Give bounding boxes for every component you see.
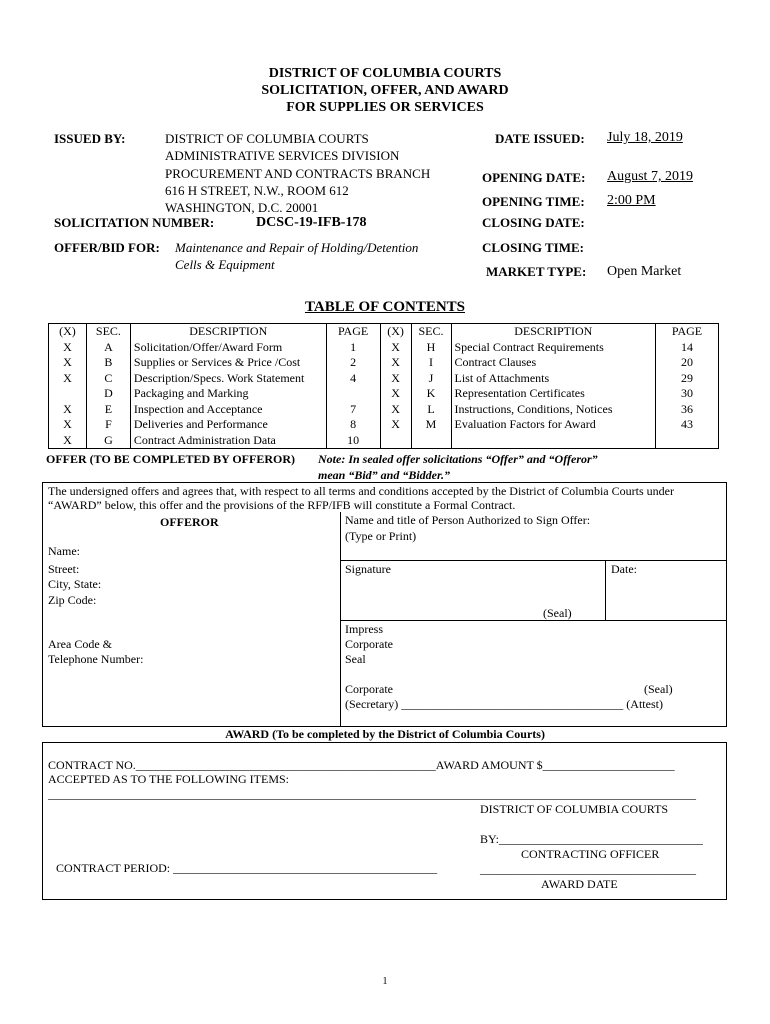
- name-title-label-1: Name and title of Person Authorized to Sign Offer:: [345, 513, 591, 527]
- toc-page-cell: [656, 433, 719, 449]
- toc-page-cell: 2: [326, 355, 380, 371]
- toc-header-cell: DESCRIPTION: [451, 324, 656, 340]
- toc-page-cell: 1: [326, 340, 380, 356]
- issued-by-address: [165, 130, 430, 216]
- toc-x-cell: X: [49, 417, 87, 433]
- toc-description-cell: List of Attachments: [451, 371, 656, 387]
- toc-page-cell: 36: [656, 402, 719, 418]
- header-line-3: FOR SUPPLIES OR SERVICES: [286, 100, 484, 115]
- telephone-label: Telephone Number:: [48, 652, 144, 666]
- toc-description-cell: Contract Administration Data: [130, 433, 326, 449]
- accepted-items-line: ACCEPTED AS TO THE FOLLOWING ITEMS:: [48, 772, 290, 786]
- opening-date-label: OPENING DATE:: [482, 170, 586, 185]
- table-row: [49, 355, 719, 371]
- table-row: [49, 417, 719, 433]
- toc-page-cell: 30: [656, 386, 719, 402]
- offer-date-divider: [605, 560, 606, 620]
- header-line-2: SOLICITATION, OFFER, AND AWARD: [261, 83, 509, 98]
- secretary-line: (Secretary) _____________________________________ (Attest): [345, 697, 663, 711]
- dc-courts-label: DISTRICT OF COLUMBIA COURTS: [480, 802, 669, 816]
- toc-section-cell: C: [86, 371, 130, 387]
- toc-header-cell: PAGE: [656, 324, 719, 340]
- toc-header-row: [49, 324, 719, 340]
- impress-label: Impress: [345, 622, 383, 636]
- signature-label: Signature: [345, 562, 391, 576]
- table-row: [49, 340, 719, 356]
- corporate-line: Corporate: [345, 682, 393, 696]
- market-type-label: MARKET TYPE:: [486, 264, 587, 279]
- offer-bid-label: OFFER/BID FOR:: [54, 240, 160, 255]
- toc-x-cell: [49, 386, 87, 402]
- seal-label: (Seal): [543, 606, 572, 620]
- offer-intro-line-2: “AWARD” below, this offer and the provisions of the RFP/IFB will constitute a Formal Contract.: [48, 498, 516, 512]
- toc-description-cell: Representation Certificates: [451, 386, 656, 402]
- table-row: [49, 386, 719, 402]
- header-line-1: DISTRICT OF COLUMBIA COURTS: [268, 66, 502, 81]
- toc-description-cell: Instructions, Conditions, Notices: [451, 402, 656, 418]
- solicitation-number-value: DCSC-19-IFB-178: [256, 215, 367, 230]
- date-issued-label: DATE ISSUED:: [495, 131, 585, 146]
- issued-by-line: PROCUREMENT AND CONTRACTS BRANCH: [165, 165, 431, 181]
- toc-x-cell: X: [49, 340, 87, 356]
- closing-date-label: CLOSING DATE:: [482, 215, 585, 230]
- toc-section-cell: F: [86, 417, 130, 433]
- toc-description-cell: Packaging and Marking: [130, 386, 326, 402]
- toc-page-cell: 7: [326, 402, 380, 418]
- offer-bid-line-2: Cells & Equipment: [175, 257, 275, 272]
- issued-by-line: DISTRICT OF COLUMBIA COURTS: [165, 131, 369, 146]
- toc-section-cell: D: [86, 386, 130, 402]
- toc-header-cell: SEC.: [411, 324, 451, 340]
- toc-section-cell: H: [411, 340, 451, 356]
- table-row: [49, 371, 719, 387]
- closing-time-label: CLOSING TIME:: [482, 240, 584, 255]
- offeror-label: OFFEROR: [160, 515, 219, 529]
- table-row: [49, 433, 719, 449]
- offer-divider: [340, 560, 727, 561]
- toc-description-cell: Special Contract Requirements: [451, 340, 656, 356]
- corporate-seal-label: (Seal): [644, 682, 673, 696]
- toc-description-cell: Contract Clauses: [451, 355, 656, 371]
- toc-x-cell: X: [380, 402, 411, 418]
- items-blank-line: ____________________________________________________________________________________________________________: [48, 787, 696, 801]
- toc-x-cell: X: [49, 433, 87, 449]
- toc-section-cell: L: [411, 402, 451, 418]
- toc-header-cell: PAGE: [326, 324, 380, 340]
- offer-intro-line-1: The undersigned offers and agrees that, with respect to all terms and conditions accepted by the District of Columbia Courts under: [48, 484, 674, 498]
- zip-code-label: Zip Code:: [48, 593, 97, 607]
- seal-word: Seal: [345, 652, 366, 666]
- toc-section-cell: I: [411, 355, 451, 371]
- toc-description-cell: Supplies or Services & Price /Cost: [130, 355, 326, 371]
- toc-description-cell: [451, 433, 656, 449]
- toc-x-cell: X: [380, 371, 411, 387]
- corporate-label: Corporate: [345, 637, 393, 651]
- toc-x-cell: X: [380, 355, 411, 371]
- toc-x-cell: X: [49, 355, 87, 371]
- offer-divider: [340, 620, 727, 621]
- opening-time-label: OPENING TIME:: [482, 194, 585, 209]
- toc-page-cell: 43: [656, 417, 719, 433]
- toc-section-cell: M: [411, 417, 451, 433]
- toc-section-cell: [411, 433, 451, 449]
- toc-section-cell: K: [411, 386, 451, 402]
- by-line: BY:__________________________________: [480, 832, 703, 846]
- issued-by-line: WASHINGTON, D.C. 20001: [165, 200, 319, 216]
- page-number: 1: [382, 976, 388, 987]
- contract-period-line: CONTRACT PERIOD: ____________________________________________: [56, 861, 438, 875]
- toc-description-cell: Description/Specs. Work Statement: [130, 371, 326, 387]
- toc-title: TABLE OF CONTENTS: [304, 299, 466, 315]
- toc-section-cell: J: [411, 371, 451, 387]
- toc-page-cell: 20: [656, 355, 719, 371]
- toc-page-cell: 4: [326, 371, 380, 387]
- toc-x-cell: X: [49, 371, 87, 387]
- toc-header-cell: (X): [49, 324, 87, 340]
- offer-heading: OFFER (TO BE COMPLETED BY OFFEROR): [46, 452, 296, 466]
- toc-description-cell: Solicitation/Offer/Award Form: [130, 340, 326, 356]
- toc-page-cell: 14: [656, 340, 719, 356]
- award-heading: AWARD (To be completed by the District of Columbia Courts): [225, 727, 545, 741]
- name-title-label-2: (Type or Print): [345, 529, 417, 543]
- toc-description-cell: Inspection and Acceptance: [130, 402, 326, 418]
- toc-x-cell: X: [380, 386, 411, 402]
- toc-x-cell: X: [49, 402, 87, 418]
- toc-description-cell: Evaluation Factors for Award: [451, 417, 656, 433]
- contract-number-line: CONTRACT NO.__________________________________________________AWARD AMOUNT $______________________: [48, 758, 675, 772]
- area-code-label: Area Code &: [48, 637, 112, 651]
- date-label: Date:: [611, 562, 637, 576]
- contracting-officer-label: CONTRACTING OFFICER: [521, 847, 660, 861]
- city-state-label: City, State:: [48, 577, 102, 591]
- offer-bid-line-1: Maintenance and Repair of Holding/Detention: [175, 240, 419, 255]
- market-type-value: Open Market: [607, 264, 682, 279]
- offer-note-line-2: mean “Bid” and “Bidder.”: [318, 468, 451, 482]
- toc-description-cell: Deliveries and Performance: [130, 417, 326, 433]
- toc-section-cell: G: [86, 433, 130, 449]
- issued-by-line: 616 H STREET, N.W., ROOM 612: [165, 182, 349, 198]
- toc-x-cell: X: [380, 417, 411, 433]
- street-label: Street:: [48, 562, 80, 576]
- toc-page-cell: 10: [326, 433, 380, 449]
- toc-page-cell: 29: [656, 371, 719, 387]
- toc-header-cell: (X): [380, 324, 411, 340]
- toc-table: [48, 323, 719, 449]
- toc-page-cell: [326, 386, 380, 402]
- issued-by-line: ADMINISTRATIVE SERVICES DIVISION: [165, 148, 400, 164]
- award-date-label: AWARD DATE: [541, 877, 618, 891]
- toc-section-cell: B: [86, 355, 130, 371]
- name-label: Name:: [48, 544, 80, 558]
- toc-section-cell: A: [86, 340, 130, 356]
- toc-section-cell: E: [86, 402, 130, 418]
- offer-column-divider: [340, 512, 341, 727]
- opening-time-value: 2:00 PM: [607, 193, 656, 208]
- toc-x-cell: [380, 433, 411, 449]
- toc-page-cell: 8: [326, 417, 380, 433]
- toc-x-cell: X: [380, 340, 411, 356]
- offer-note-line-1: Note: In sealed offer solicitations “Offer” and “Offeror”: [318, 452, 598, 466]
- solicitation-number-label: SOLICITATION NUMBER:: [54, 215, 215, 230]
- issued-by-label: ISSUED BY:: [54, 131, 126, 146]
- award-date-line: ____________________________________: [480, 862, 696, 876]
- opening-date-value: August 7, 2019: [607, 169, 693, 184]
- table-row: [49, 402, 719, 418]
- toc-header-cell: SEC.: [86, 324, 130, 340]
- toc-header-cell: DESCRIPTION: [130, 324, 326, 340]
- date-issued-value: July 18, 2019: [607, 130, 683, 145]
